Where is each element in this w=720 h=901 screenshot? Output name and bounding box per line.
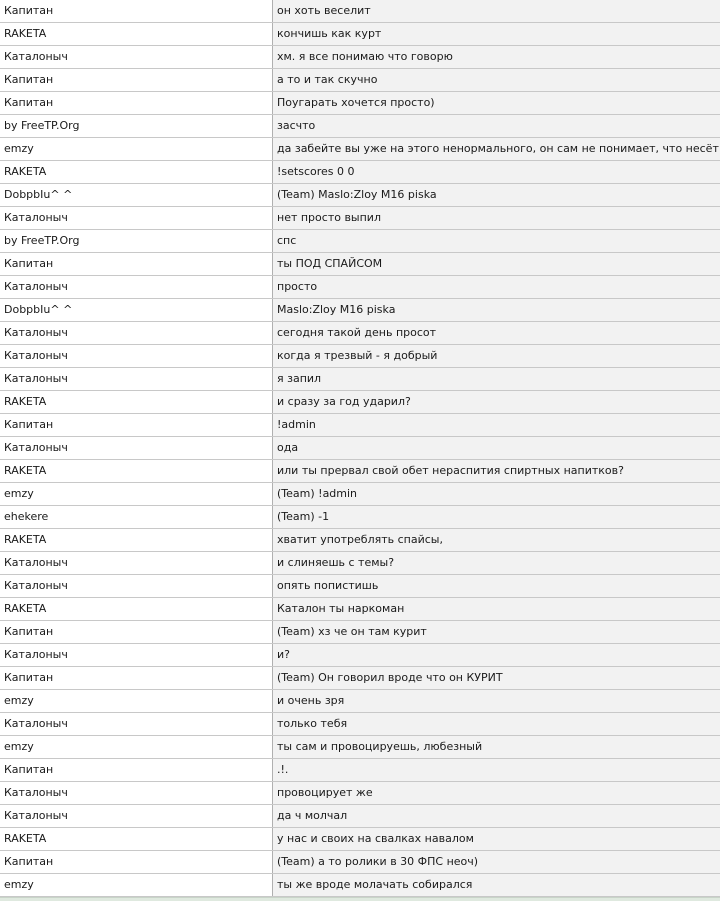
player-name-cell: emzy: [0, 138, 273, 161]
player-name-cell: RAKETA: [0, 391, 273, 414]
chat-row: [0, 460, 720, 483]
chat-row: [0, 138, 720, 161]
chat-row: [0, 851, 720, 874]
chat-row: [0, 621, 720, 644]
chat-row: [0, 391, 720, 414]
chat-message-cell: Каталон ты наркоман: [273, 598, 720, 621]
chat-row: [0, 23, 720, 46]
chat-row: [0, 437, 720, 460]
chat-row: [0, 713, 720, 736]
player-name-cell: Капитан: [0, 851, 273, 874]
chat-row: [0, 345, 720, 368]
player-name-cell: Каталоныч: [0, 713, 273, 736]
player-name-cell: by FreeTP.Org: [0, 230, 273, 253]
chat-row: [0, 828, 720, 851]
chat-row: [0, 207, 720, 230]
chat-row: [0, 0, 720, 23]
chat-row: [0, 782, 720, 805]
chat-row: [0, 506, 720, 529]
chat-message-cell: хм. я все понимаю что говорю: [273, 46, 720, 69]
player-name-cell: Каталоныч: [0, 805, 273, 828]
chat-message-cell: (Team) а то ролики в 30 ФПС неоч): [273, 851, 720, 874]
chat-row: [0, 759, 720, 782]
chat-message-cell: ты же вроде молачать собирался: [273, 874, 720, 897]
chat-message-cell: (Team) !admin: [273, 483, 720, 506]
player-name-cell: Каталоныч: [0, 575, 273, 598]
player-name-cell: Каталоныч: [0, 276, 273, 299]
chat-message-cell: просто: [273, 276, 720, 299]
chat-message-cell: спс: [273, 230, 720, 253]
chat-message-cell: у нас и своих на свалках навалом: [273, 828, 720, 851]
chat-message-cell: опять попистишь: [273, 575, 720, 598]
chat-message-cell: Поугарать хочется просто): [273, 92, 720, 115]
player-name-cell: emzy: [0, 483, 273, 506]
chat-row: [0, 253, 720, 276]
chat-row: [0, 805, 720, 828]
chat-message-cell: !setscores 0 0: [273, 161, 720, 184]
player-name-cell: Каталоныч: [0, 782, 273, 805]
chat-message-cell: кончишь как курт: [273, 23, 720, 46]
player-name-cell: Каталоныч: [0, 552, 273, 575]
chat-row: [0, 644, 720, 667]
chat-message-cell: хватит употреблять спайсы,: [273, 529, 720, 552]
chat-message-cell: и сразу за год ударил?: [273, 391, 720, 414]
chat-row: [0, 529, 720, 552]
player-name-cell: ehekere: [0, 506, 273, 529]
player-name-cell: Каталоныч: [0, 644, 273, 667]
chat-row: [0, 69, 720, 92]
chat-message-cell: да ч молчал: [273, 805, 720, 828]
player-name-cell: RAKETA: [0, 598, 273, 621]
chat-message-cell: или ты прервал свой обет нераспития спиртных напитков?: [273, 460, 720, 483]
player-name-cell: Капитан: [0, 253, 273, 276]
chat-message-cell: (Team) хз че он там курит: [273, 621, 720, 644]
chat-message-cell: (Team) Maslo:Zloy M16 piska: [273, 184, 720, 207]
player-name-cell: Капитан: [0, 667, 273, 690]
chat-row: [0, 690, 720, 713]
player-name-cell: RAKETA: [0, 529, 273, 552]
player-name-cell: RAKETA: [0, 23, 273, 46]
chat-message-cell: и слиняешь с темы?: [273, 552, 720, 575]
chat-message-cell: и?: [273, 644, 720, 667]
player-name-cell: RAKETA: [0, 161, 273, 184]
chat-row: [0, 575, 720, 598]
chat-message-cell: я запил: [273, 368, 720, 391]
player-name-cell: Капитан: [0, 621, 273, 644]
chat-message-cell: и очень зря: [273, 690, 720, 713]
chat-row: [0, 552, 720, 575]
chat-message-cell: а то и так скучно: [273, 69, 720, 92]
chat-row: [0, 874, 720, 897]
player-name-cell: Каталоныч: [0, 322, 273, 345]
chat-row: [0, 368, 720, 391]
player-name-cell: RAKETA: [0, 460, 273, 483]
chat-message-cell: только тебя: [273, 713, 720, 736]
chat-message-cell: Maslo:Zloy M16 piska: [273, 299, 720, 322]
player-name-cell: Каталоныч: [0, 207, 273, 230]
chat-message-cell: сегодня такой день просот: [273, 322, 720, 345]
player-name-cell: Капитан: [0, 414, 273, 437]
chat-row: [0, 161, 720, 184]
player-name-cell: by FreeTP.Org: [0, 115, 273, 138]
chat-message-cell: .!.: [273, 759, 720, 782]
player-name-cell: Капитан: [0, 92, 273, 115]
player-name-cell: emzy: [0, 874, 273, 897]
chat-row: [0, 115, 720, 138]
chat-message-cell: (Team) -1: [273, 506, 720, 529]
chat-row: [0, 92, 720, 115]
player-name-cell: emzy: [0, 690, 273, 713]
chat-row: [0, 230, 720, 253]
chat-message-cell: ода: [273, 437, 720, 460]
player-name-cell: Капитан: [0, 69, 273, 92]
chat-message-cell: ты сам и провоцируешь, любезный: [273, 736, 720, 759]
chat-message-cell: ты ПОД СПАЙСОМ: [273, 253, 720, 276]
player-name-cell: Капитан: [0, 0, 273, 23]
player-name-cell: Каталоныч: [0, 345, 273, 368]
chat-message-cell: он хоть веселит: [273, 0, 720, 23]
chat-row: [0, 299, 720, 322]
player-name-cell: DobpbIu^ ^: [0, 184, 273, 207]
chat-message-cell: когда я трезвый - я добрый: [273, 345, 720, 368]
chat-message-cell: !admin: [273, 414, 720, 437]
chat-message-cell: засчто: [273, 115, 720, 138]
player-name-cell: emzy: [0, 736, 273, 759]
chat-row: [0, 322, 720, 345]
chat-row: [0, 184, 720, 207]
chat-message-cell: да забейте вы уже на этого ненормального, он сам не понимает, что несёт: [273, 138, 720, 161]
player-name-cell: DobpbIu^ ^: [0, 299, 273, 322]
chat-row: [0, 276, 720, 299]
chat-row: [0, 483, 720, 506]
player-name-cell: Капитан: [0, 759, 273, 782]
chat-row: [0, 667, 720, 690]
chat-message-cell: провоцирует же: [273, 782, 720, 805]
player-name-cell: Каталоныч: [0, 437, 273, 460]
chat-message-cell: нет просто выпил: [273, 207, 720, 230]
chat-row: [0, 414, 720, 437]
chat-message-cell: (Team) Он говорил вроде что он КУРИТ: [273, 667, 720, 690]
player-name-cell: Каталоныч: [0, 368, 273, 391]
player-name-cell: RAKETA: [0, 828, 273, 851]
chat-row: [0, 598, 720, 621]
chat-row: [0, 46, 720, 69]
player-name-cell: Каталоныч: [0, 46, 273, 69]
chat-row: [0, 736, 720, 759]
